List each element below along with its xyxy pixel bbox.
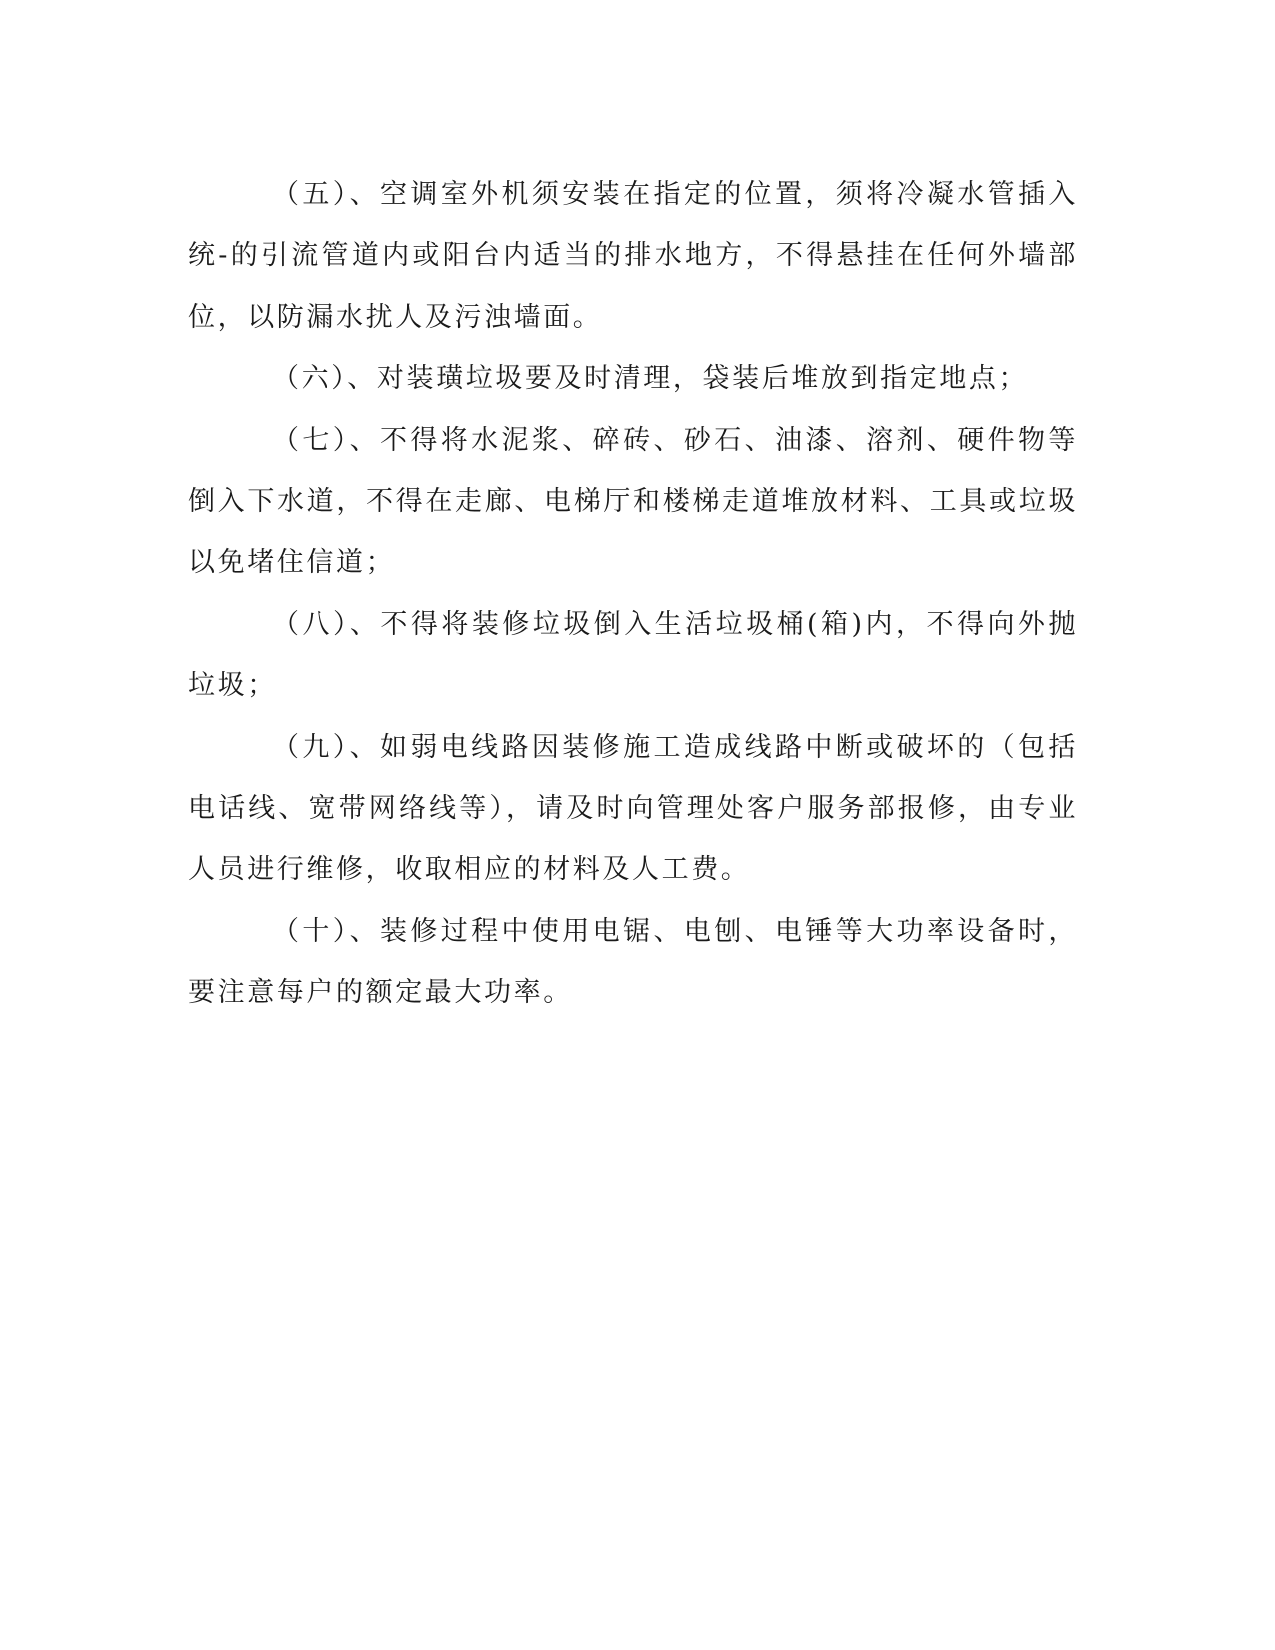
paragraph-8: （八）、不得将装修垃圾倒入生活垃圾桶(箱)内，不得向外抛垃圾；	[188, 608, 1078, 702]
paragraph-5: （五）、空调室外机须安装在指定的位置，须将冷凝水管插入统-的引流管道内或阳台内适当的排水地方，不得悬挂在任何外墙部位，以防漏水扰人及污浊墙面。	[188, 179, 1078, 333]
paragraph-10: （十）、装修过程中使用电锯、电刨、电锤等大功率设备时，要注意每户的额定最大功率。	[188, 915, 1078, 1009]
document-body	[188, 164, 1078, 1024]
paragraph-9: （九）、如弱电线路因装修施工造成线路中断或破坏的（包括电话线、宽带网络线等），请及时向管理处客户服务部报修，由专业人员进行维修，收取相应的材料及人工费。	[188, 731, 1078, 886]
paragraph-6: （六）、对装璜垃圾要及时清理，袋装后堆放到指定地点；	[272, 363, 1029, 395]
paragraph-7: （七）、不得将水泥浆、碎砖、砂石、油漆、溶剂、硬件物等倒入下水道，不得在走廊、电梯厅和楼梯走道堆放材料、工具或垃圾以免堵住信道；	[188, 424, 1078, 579]
